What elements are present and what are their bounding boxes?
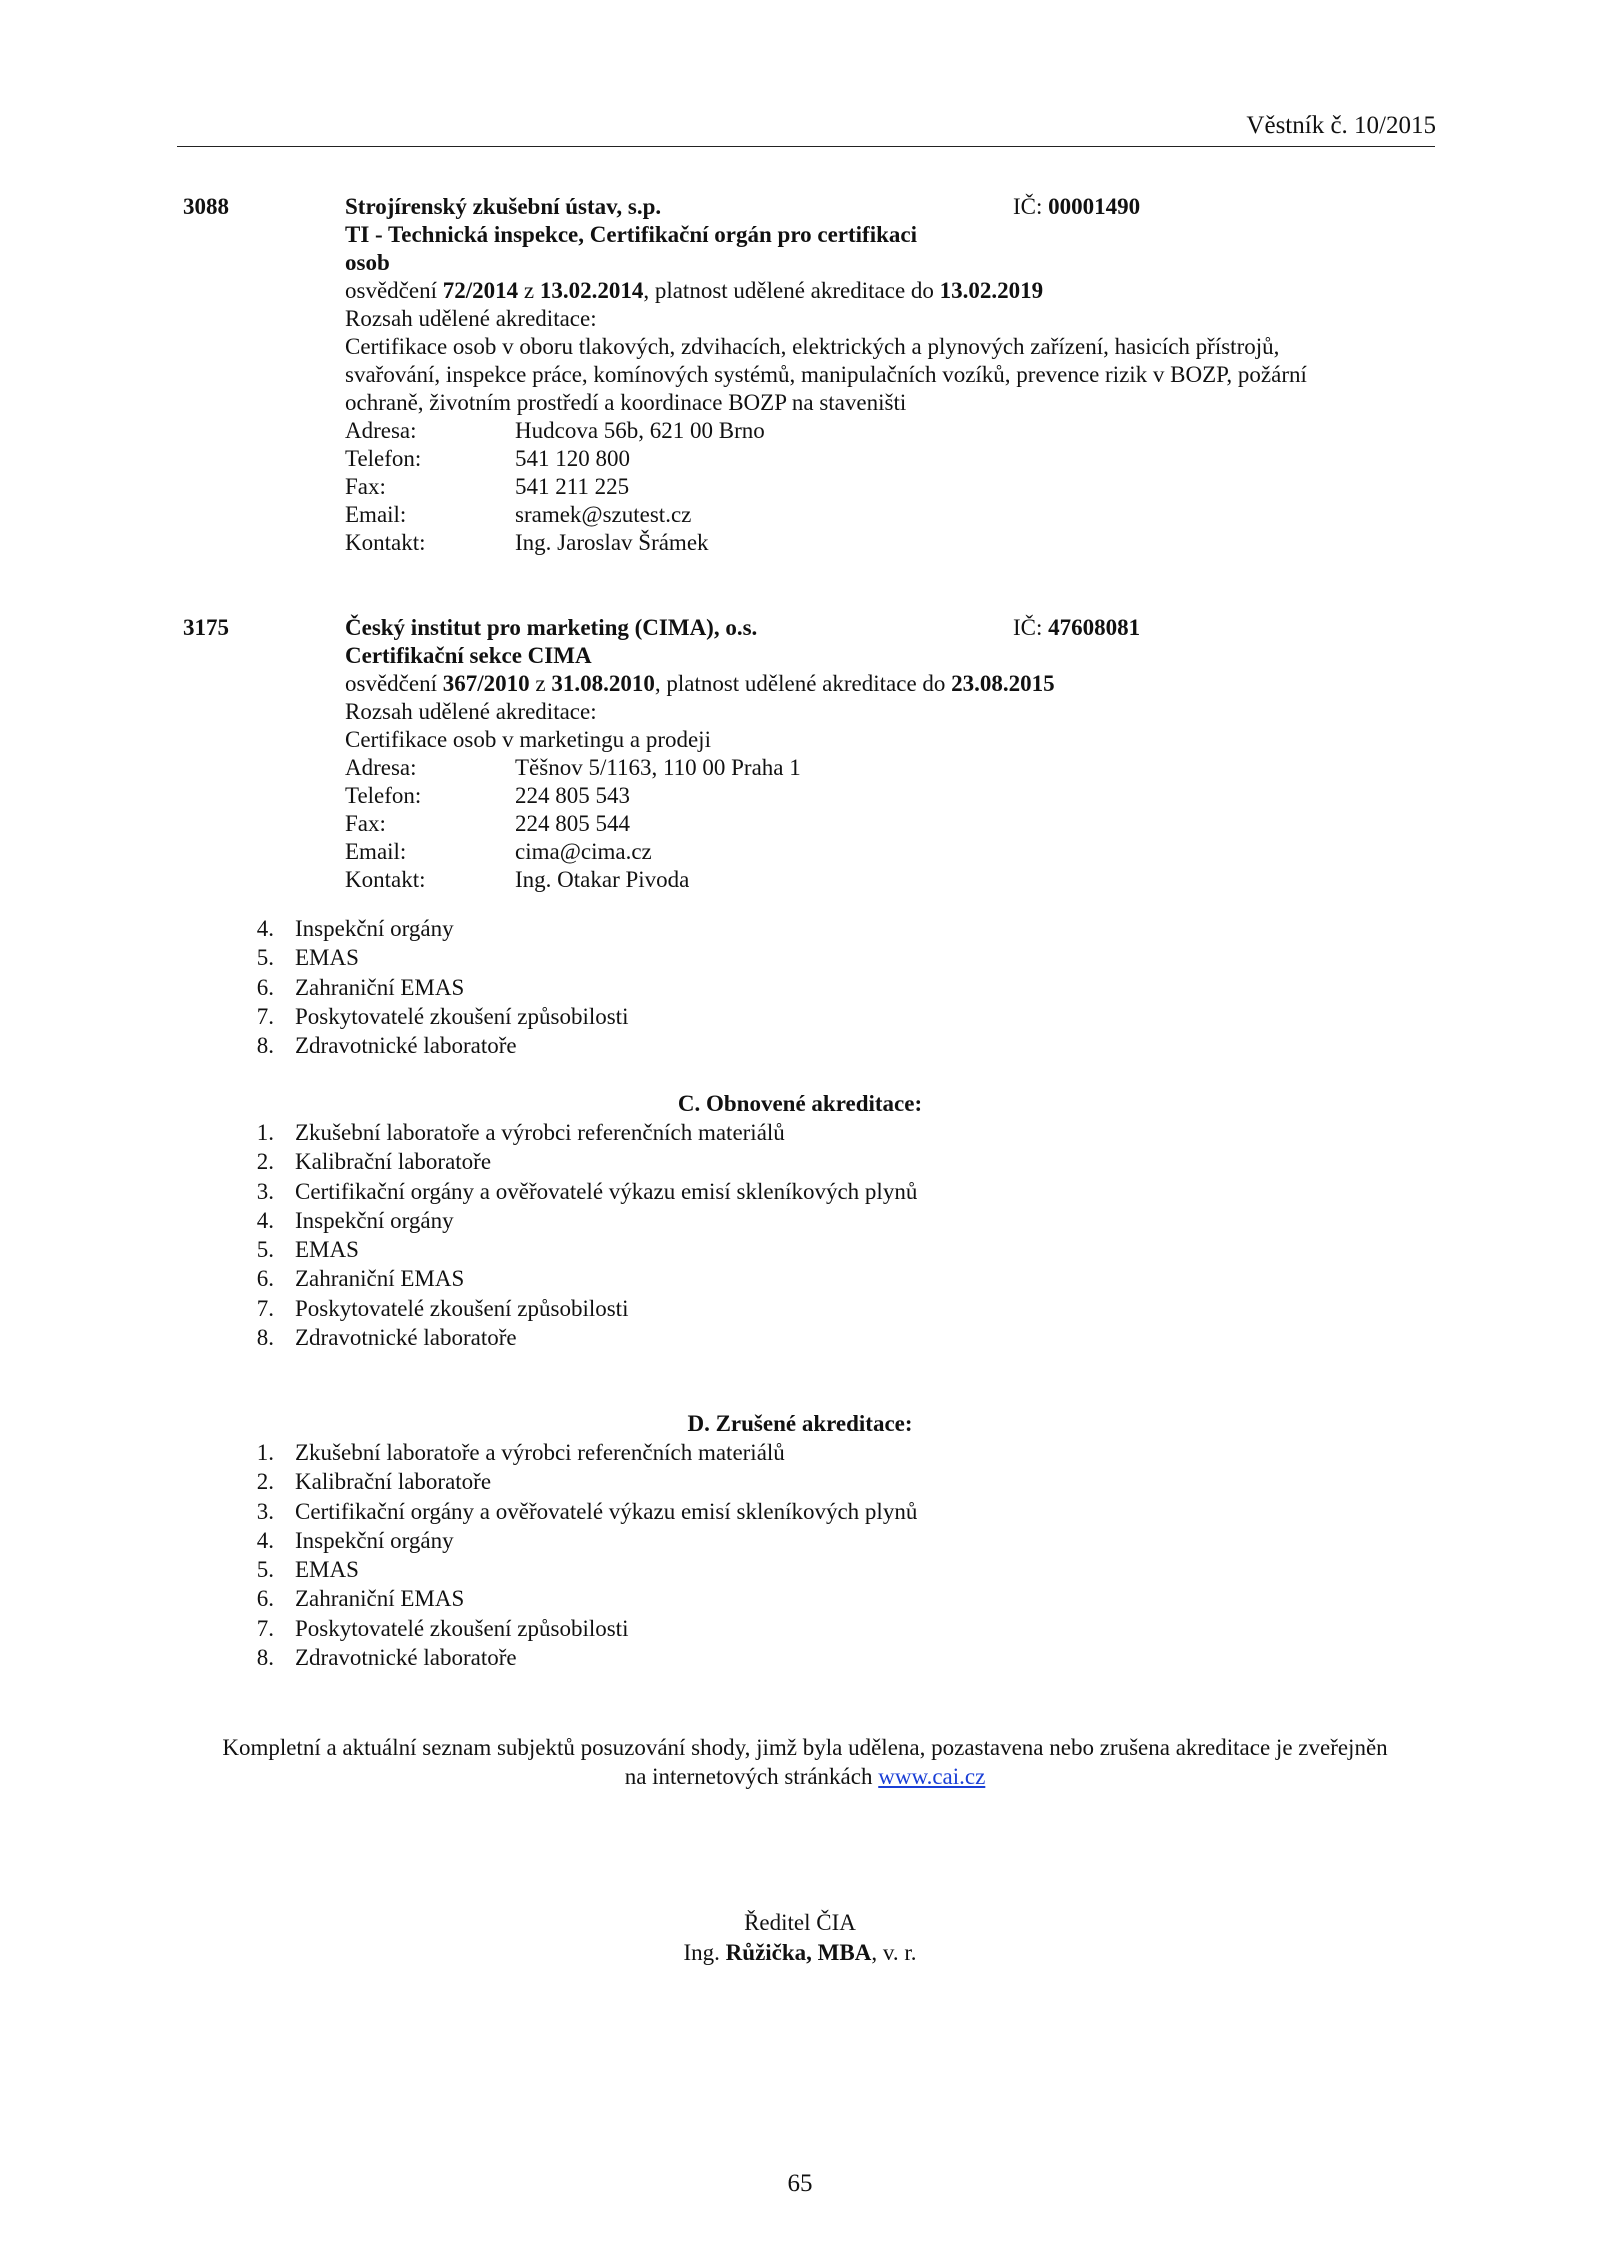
list-item: 1. Zkušební laboratoře a výrobci referenčních materiálů — [256, 1440, 785, 1465]
entry-name-row — [345, 614, 1433, 642]
accreditation-entry — [183, 193, 1433, 557]
section-c-list — [222, 1118, 917, 1352]
entry-contact-row: Adresa: Těšnov 5/1163, 110 00 Praha 1 — [345, 755, 801, 780]
footer-note — [170, 1733, 1440, 1791]
entry-number: 3175 — [183, 615, 229, 640]
list-item: 8. Zdravotnické laboratoře — [256, 1033, 517, 1059]
list-item: 8. Zdravotnické laboratoře — [256, 1645, 517, 1671]
entry-ico: IČ: 47608081 — [1013, 615, 1141, 640]
list-item: 4. Inspekční orgány — [256, 916, 454, 941]
list-item: 2. Kalibrační laboratoře — [256, 1149, 492, 1175]
list-item: 5. EMAS — [256, 1557, 359, 1583]
entry-scope-label: Rozsah udělené akreditace: — [345, 699, 597, 724]
list-item: 6. Zahraniční EMAS — [256, 1266, 465, 1292]
entry-scope-line: ochraně, životním prostředí a koordinace BOZP na staveništi — [345, 390, 907, 415]
entry-number: 3088 — [183, 194, 229, 219]
entry-certificate-line: osvědčení 367/2010 z 31.08.2010, platnost udělené akreditace do 23.08.2015 — [345, 671, 1055, 696]
list-item: 8. Zdravotnické laboratoře — [256, 1325, 517, 1351]
entry-subtitle-line: TI - Technická inspekce, Certifikační orgán pro certifikaci — [345, 222, 918, 247]
list-item: 5. EMAS — [256, 945, 359, 971]
list-item: 4. Inspekční orgány — [256, 1207, 454, 1233]
signature-block — [0, 1908, 1600, 1968]
entry-contact-row: Fax: 541 211 225 — [345, 474, 630, 499]
footer-note-line: na internetových stránkách www.cai.cz — [624, 1764, 986, 1789]
entry-ico: IČ: 00001490 — [1013, 194, 1141, 219]
entry-name: Český institut pro marketing (CIMA), o.s. — [345, 615, 758, 640]
list-item: 7. Poskytovatelé zkoušení způsobilosti — [256, 1615, 629, 1641]
list-item: 5. EMAS — [256, 1237, 359, 1263]
entry-contact-row: Telefon: 224 805 543 — [345, 783, 630, 808]
section-d-title: D. Zrušené akreditace: — [687, 1411, 913, 1436]
section-b-remaining-list — [222, 914, 628, 1060]
accreditation-entry — [183, 614, 1433, 894]
list-item: 1. Zkušební laboratoře a výrobci referenčních materiálů — [256, 1120, 785, 1145]
entry-contact-row: Kontakt: Ing. Jaroslav Šrámek — [345, 530, 709, 555]
list-item: 7. Poskytovatelé zkoušení způsobilosti — [256, 1295, 629, 1321]
entry-name: Strojírenský zkušební ústav, s.p. — [345, 194, 662, 219]
footer-note-line: Kompletní a aktuální seznam subjektů posuzování shody, jimž byla udělena, pozastavena nebo zrušena akreditace je zveřejněn — [222, 1735, 1388, 1760]
bulletin-header-title: Věstník č. 10/2015 — [1246, 112, 1436, 139]
list-item: 7. Poskytovatelé zkoušení způsobilosti — [256, 1003, 629, 1029]
cai-website-link[interactable]: www.cai.cz — [878, 1764, 986, 1789]
section-c-title: C. Obnovené akreditace: — [677, 1091, 923, 1116]
entry-subtitle-line: Certifikační sekce CIMA — [345, 643, 592, 668]
entry-contact-row: Email: sramek@szutest.cz — [345, 502, 692, 527]
entry-name-row — [345, 193, 1433, 221]
entry-scope-label: Rozsah udělené akreditace: — [345, 306, 597, 331]
entry-certificate-line: osvědčení 72/2014 z 13.02.2014, platnost udělené akreditace do 13.02.2019 — [345, 278, 1044, 303]
section-d-list — [222, 1438, 917, 1672]
entry-contact-row: Kontakt: Ing. Otakar Pivoda — [345, 867, 690, 892]
entry-scope-line: Certifikace osob v marketingu a prodeji — [345, 727, 711, 752]
entry-contact-row: Email: cima@cima.cz — [345, 839, 652, 864]
entry-subtitle-line: osob — [345, 250, 390, 275]
entry-scope-line: svařování, inspekce práce, komínových systémů, manipulačních vozíků, prevence rizik v BOZP, požární — [345, 362, 1307, 387]
header-rule — [177, 146, 1435, 147]
signature-name: Ing. Růžička, MBA, v. r. — [683, 1940, 917, 1965]
signature-title: Ředitel ČIA — [744, 1910, 856, 1935]
list-item: 2. Kalibrační laboratoře — [256, 1469, 492, 1495]
entry-contact-row: Adresa: Hudcova 56b, 621 00 Brno — [345, 418, 765, 443]
list-item: 3. Certifikační orgány a ověřovatelé výkazu emisí skleníkových plynů — [256, 1178, 918, 1204]
list-item: 3. Certifikační orgány a ověřovatelé výkazu emisí skleníkových plynů — [256, 1498, 918, 1524]
page-number: 65 — [787, 2170, 813, 2197]
list-item: 4. Inspekční orgány — [256, 1527, 454, 1553]
list-item: 6. Zahraniční EMAS — [256, 1586, 465, 1612]
entry-contact-row: Telefon: 541 120 800 — [345, 446, 630, 471]
list-item: 6. Zahraniční EMAS — [256, 974, 465, 1000]
entry-scope-line: Certifikace osob v oboru tlakových, zdvihacích, elektrických a plynových zařízení, hasicích přístrojů, — [345, 334, 1280, 359]
entry-contact-row: Fax: 224 805 544 — [345, 811, 630, 836]
